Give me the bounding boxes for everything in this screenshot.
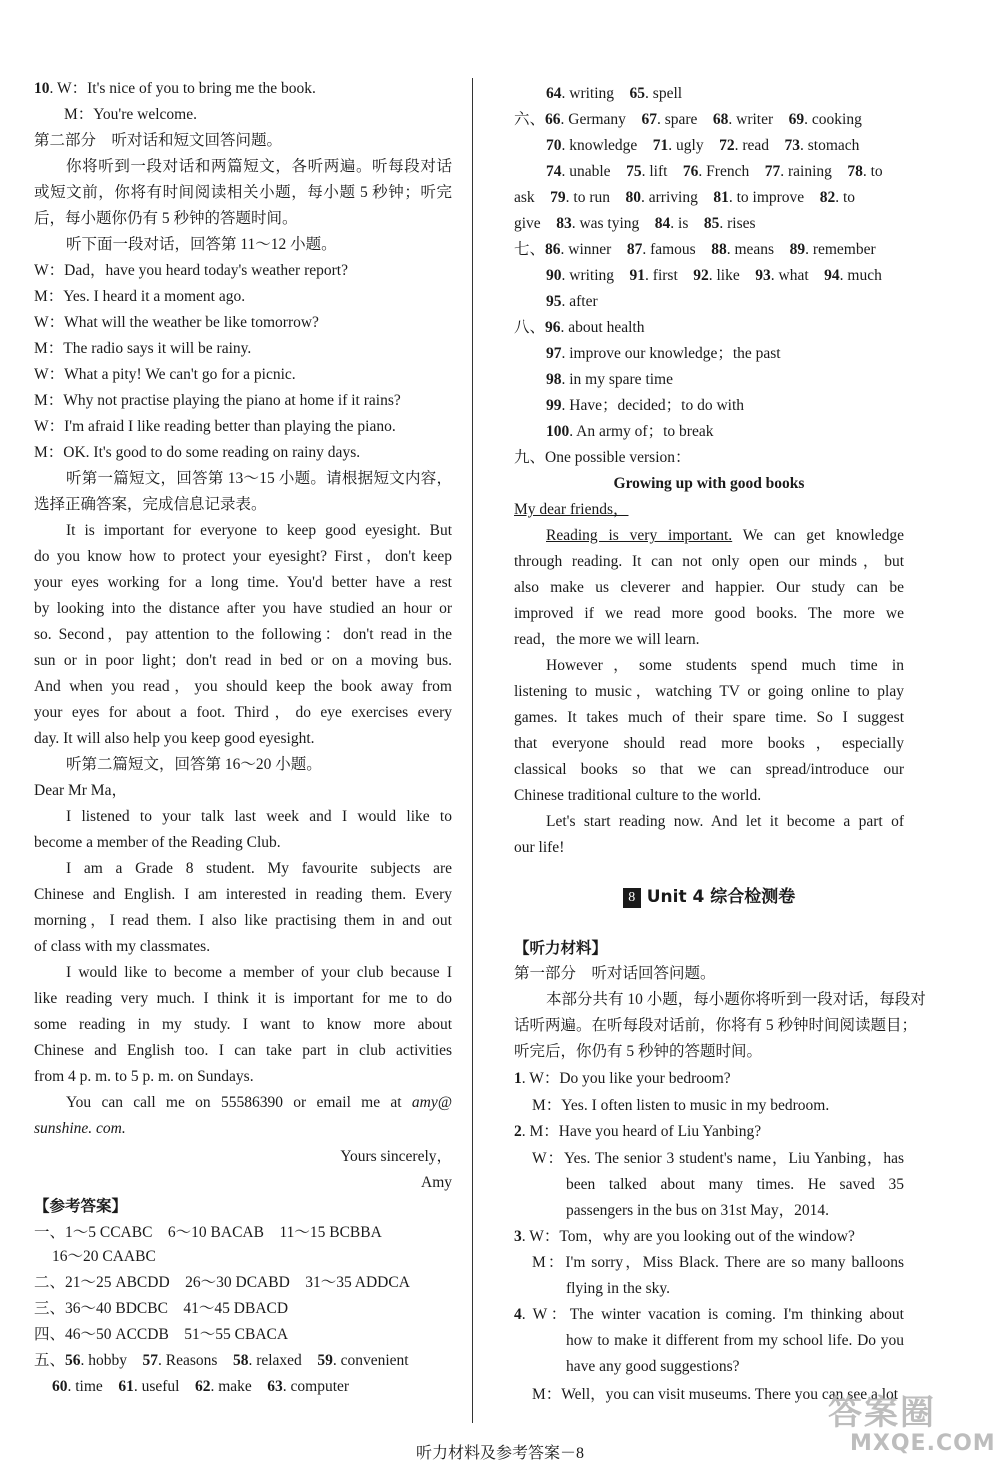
right-text-line: classical books so that we can spread/introduce our bbox=[514, 761, 904, 778]
left-text-line: W：What a pity! We can't go for a picnic. bbox=[34, 366, 296, 383]
left-text-line: your eyes for about a foot. Third，do eye exercises every bbox=[34, 704, 452, 721]
right-text-line: Growing up with good books bbox=[613, 475, 805, 492]
right-text-line: 98. in my spare time bbox=[546, 371, 673, 388]
left-text-line: M：OK. It's good to do some reading on rainy days. bbox=[34, 444, 361, 461]
right-text-line: listening to music，watching TV or going online to play bbox=[514, 683, 904, 700]
left-text-line: 选择正确答案，完成信息记录表。 bbox=[34, 496, 267, 513]
left-text-line: 10. W：It's nice of you to bring me the book. bbox=[34, 80, 316, 97]
left-text-line: your eyes working for a long time. You'd better have a rest bbox=[34, 574, 452, 591]
left-text-line: from 4 p. m. to 5 p. m. on Sundays. bbox=[34, 1068, 254, 1085]
page-footer: 听力材料及参考答案－8 bbox=[415, 1445, 584, 1462]
right-text-line: our life! bbox=[514, 839, 565, 856]
left-text-line: I would like to become a member of your club because I bbox=[66, 964, 452, 981]
right-text-line: 第一部分 听对话回答问题。 bbox=[514, 965, 716, 982]
left-text-line: 三、36～40 BDCBC 41～45 DBACD bbox=[34, 1300, 289, 1317]
left-text-line: 一、1～5 CCABC 6～10 BACAB 11～15 BCBBA bbox=[34, 1224, 382, 1241]
left-text-line: do you know how to protect your eyesight? First，don't keep bbox=[34, 548, 452, 565]
right-text-line: M：Well，you can visit museums. There you can see a lot bbox=[532, 1386, 899, 1403]
right-text-line: 3. W：Tom，why are you looking out of the window? bbox=[514, 1228, 855, 1245]
right-text-line: flying in the sky. bbox=[566, 1280, 671, 1297]
right-text-line: M：I'm sorry，Miss Black. There are so many balloons bbox=[532, 1254, 904, 1271]
left-text-line: W：Dad，have you heard today's weather report? bbox=[34, 262, 348, 279]
left-text-line: 二、21～25 ABCDD 26～30 DCABD 31～35 ADDCA bbox=[34, 1274, 410, 1291]
right-text-line: been talked about many times. He saved 35 bbox=[566, 1176, 904, 1193]
left-text-line: morning，I read them. I also like practising them in and out bbox=[34, 912, 452, 929]
left-text-line: W：What will the weather be like tomorrow? bbox=[34, 314, 319, 331]
left-text-line: I listened to your talk last week and I would like to bbox=[66, 808, 452, 825]
right-text-line: 99. Have；decided；to do with bbox=[546, 397, 745, 414]
watermark-url: MXQE.COM bbox=[850, 1431, 996, 1456]
left-text-line: You can call me on 55586390 or email me at amy@ bbox=[66, 1094, 452, 1111]
right-text-line: 1. W：Do you like your bedroom? bbox=[514, 1070, 731, 1087]
right-text-line: also make us cleverer and happier. Our study can be bbox=[514, 579, 904, 596]
left-text-line: by looking into the distance after you have studied an hour or bbox=[34, 600, 452, 617]
left-text-line: 四、46～50 ACCDB 51～55 CBACA bbox=[34, 1326, 289, 1343]
left-text-line: Amy bbox=[421, 1174, 452, 1191]
right-text-line: ask 79. to run 80. arriving 81. to improve 82. to bbox=[514, 189, 855, 206]
right-text-line: 九、One possible version： bbox=[514, 449, 691, 466]
left-text-line: so. Second，pay attention to the following：don't read in the bbox=[34, 626, 452, 643]
right-text-line: 2. M：Have you heard of Liu Yanbing? bbox=[514, 1123, 762, 1140]
right-text-line: 八、96. about health bbox=[514, 319, 645, 336]
right-text-line: through reading. It can not only open our minds，but bbox=[514, 553, 904, 570]
right-text-line: 100. An army of；to break bbox=[546, 423, 714, 440]
left-text-line: Yours sincerely， bbox=[340, 1148, 452, 1165]
left-text-line: And when you read，you should keep the book away from bbox=[34, 678, 452, 695]
watermark-text: 答案圈 bbox=[828, 1393, 936, 1433]
left-text-line: sunshine. com. bbox=[34, 1120, 126, 1137]
left-text-line: 你将听到一段对话和两篇短文，各听两遍。听每段对话 bbox=[66, 158, 452, 175]
column-divider bbox=[472, 78, 473, 1423]
watermark-logo bbox=[820, 1385, 996, 1463]
left-text-line: Chinese and English. I am interested in reading them. Every bbox=[34, 886, 452, 903]
right-text-line: passengers in the bus on 31st May，2014. bbox=[566, 1202, 830, 1219]
right-text-line: Reading is very important. We can get knowledge bbox=[546, 527, 904, 544]
right-text-line: Chinese traditional culture to the world. bbox=[514, 787, 762, 804]
left-text-line: M：You're welcome. bbox=[64, 106, 197, 123]
left-text-line: become a member of the Reading Club. bbox=[34, 834, 281, 851]
left-text-line: day. It will also help you keep good eyesight. bbox=[34, 730, 315, 747]
left-text-line: M：The radio says it will be rainy. bbox=[34, 340, 252, 357]
right-text-line: 话听两遍。在听每段对话前，你将有 5 秒钟时间阅读题目； bbox=[514, 1017, 918, 1034]
right-text-line: 74. unable 75. lift 76. French 77. raining 78. to bbox=[546, 163, 883, 180]
left-text-line: 听下面一段对话，回答第 11～12 小题。 bbox=[66, 236, 337, 253]
right-text-line: 听完后，你仍有 5 秒钟的答题时间。 bbox=[514, 1043, 763, 1060]
left-text-line: 后，每小题你仍有 5 秒钟的答题时间。 bbox=[34, 210, 298, 227]
right-text-line: games. It takes much of their spare time. So I suggest bbox=[514, 709, 904, 726]
right-text-line: 【听力材料】 bbox=[514, 940, 608, 957]
right-text-line: W：Yes. The senior 3 student's name，Liu Yanbing，has bbox=[532, 1150, 904, 1167]
right-text-line: 90. writing 91. first 92. like 93. what 94. much bbox=[546, 267, 882, 284]
left-text-line: It is important for everyone to keep good eyesight. But bbox=[66, 522, 452, 539]
left-text-line: sun or in poor light；don't read in bed or on a moving bus. bbox=[34, 652, 452, 669]
right-text-line: 97. improve our knowledge；the past bbox=[546, 345, 781, 362]
right-text-line: 95. after bbox=[546, 293, 598, 310]
left-text-line: 或短文前，你将有时间阅读相关小题，每小题 5 秒钟；听完 bbox=[34, 184, 452, 201]
right-text-line: 8 Unit 4 综合检测卷 bbox=[514, 886, 904, 908]
left-text-line: 16～20 CAABC bbox=[52, 1248, 156, 1265]
right-text-line: Let's start reading now. And let it become a part of bbox=[546, 813, 904, 830]
right-text-line: 七、86. winner 87. famous 88. means 89. remember bbox=[514, 241, 876, 258]
left-text-line: M：Yes. I heard it a moment ago. bbox=[34, 288, 246, 305]
right-text-line: have any good suggestions? bbox=[566, 1358, 740, 1375]
left-text-line: some reading in my study. I want to know more about bbox=[34, 1016, 452, 1033]
left-text-line: 听第一篇短文，回答第 13～15 小题。请根据短文内容， bbox=[66, 470, 452, 487]
left-text-line: 第二部分 听对话和短文回答问题。 bbox=[34, 132, 283, 149]
left-text-line: 【参考答案】 bbox=[34, 1198, 128, 1215]
right-text-line: read，the more we will learn. bbox=[514, 631, 700, 648]
right-text-line: 70. knowledge 71. ugly 72. read 73. stomach bbox=[546, 137, 860, 154]
left-text-line: W：I'm afraid I like reading better than playing the piano. bbox=[34, 418, 396, 435]
right-text-line: 64. writing 65. spell bbox=[546, 85, 683, 102]
left-text-line: I am a Grade 8 student. My favourite subjects are bbox=[66, 860, 452, 877]
right-text-line: 本部分共有 10 小题，每小题你将听到一段对话，每段对 bbox=[546, 991, 926, 1008]
left-text-line: Dear Mr Ma， bbox=[34, 782, 127, 799]
right-text-line: improved if we read more good books. The more we bbox=[514, 605, 904, 622]
right-text-line: that everyone should read more books，especially bbox=[514, 735, 904, 752]
right-text-line: My dear friends， bbox=[514, 501, 629, 518]
left-text-line: of class with my classmates. bbox=[34, 938, 211, 955]
left-text-line: 听第二篇短文，回答第 16～20 小题。 bbox=[66, 756, 322, 773]
right-text-line: However，some students spend much time in bbox=[546, 657, 904, 674]
left-text-line: M：Why not practise playing the piano at home if it rains? bbox=[34, 392, 401, 409]
right-text-line: 六、66. Germany 67. spare 68. writer 69. cooking bbox=[514, 111, 862, 128]
left-text-line: like reading very much. I think it is important for me to do bbox=[34, 990, 452, 1007]
right-text-line: M：Yes. I often listen to music in my bedroom. bbox=[532, 1097, 830, 1114]
right-text-line: how to make it different from my school life. Do you bbox=[566, 1332, 904, 1349]
right-text-line: give 83. was tying 84. is 85. rises bbox=[514, 215, 756, 232]
left-text-line: 60. time 61. useful 62. make 63. computer bbox=[52, 1378, 350, 1395]
right-text-line: 4. W：The winter vacation is coming. I'm thinking about bbox=[514, 1306, 904, 1323]
left-text-line: 五、56. hobby 57. Reasons 58. relaxed 59. convenient bbox=[34, 1352, 409, 1369]
left-text-line: Chinese and English too. I can take part in club activities bbox=[34, 1042, 452, 1059]
